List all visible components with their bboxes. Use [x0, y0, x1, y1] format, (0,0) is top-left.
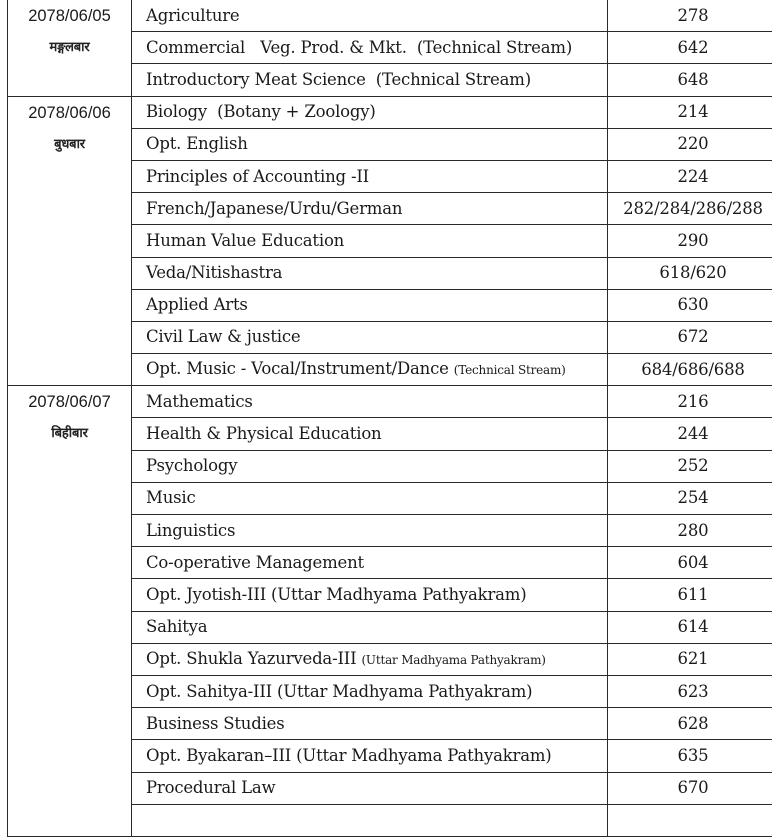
subject-cell [132, 386, 608, 418]
subject-name: Opt. Music - Vocal/Instrument/Dance [146, 359, 454, 378]
code-cell: 635 [608, 740, 772, 772]
subject-cell [132, 515, 608, 547]
subject-cell [132, 708, 608, 740]
subject-cell [132, 450, 608, 482]
subject-name: Opt. English [146, 134, 248, 153]
subject-cell [132, 547, 608, 579]
subject-name: Applied Arts [146, 295, 248, 314]
code-cell: 254 [608, 482, 772, 514]
subject-name: Commercial Veg. Prod. & Mkt. (Technical Stream) [146, 38, 572, 57]
subject-cell [132, 772, 608, 804]
subject-note: (Technical Stream) [454, 363, 566, 377]
subject-name: Biology (Botany + Zoology) [146, 102, 376, 121]
code-cell: 224 [608, 160, 772, 192]
exam-day: बुधबार [8, 122, 131, 153]
exam-date: 2078/06/06 [8, 97, 131, 122]
code-cell: 604 [608, 547, 772, 579]
subject-cell [132, 64, 608, 96]
subject-note: (Uttar Madhyama Pathyakram) [361, 653, 545, 667]
subject-name: Opt. Shukla Yazurveda-III [146, 649, 361, 668]
subject-name: French/Japanese/Urdu/German [146, 199, 402, 218]
subject-cell [132, 611, 608, 643]
subject-name: Linguistics [146, 521, 235, 540]
date-day-cell [8, 0, 132, 96]
subject-name: Sahitya [146, 617, 207, 636]
subject-cell [132, 128, 608, 160]
subject-cell [132, 32, 608, 64]
subject-cell [132, 643, 608, 675]
code-cell: 611 [608, 579, 772, 611]
code-cell: 642 [608, 32, 772, 64]
code-cell: 216 [608, 386, 772, 418]
subject-cell [132, 804, 608, 836]
subject-name: Agriculture [146, 6, 240, 25]
code-cell: 672 [608, 321, 772, 353]
subject-name: Business Studies [146, 714, 285, 733]
code-cell: 618/620 [608, 257, 772, 289]
subject-name: Opt. Jyotish-III (Uttar Madhyama Pathyakram) [146, 585, 526, 604]
subject-name: Civil Law & justice [146, 327, 300, 346]
code-cell: 623 [608, 675, 772, 707]
subject-cell [132, 321, 608, 353]
subject-cell [132, 225, 608, 257]
code-cell: 252 [608, 450, 772, 482]
code-cell: 244 [608, 418, 772, 450]
code-cell: 214 [608, 96, 772, 128]
subject-name: Introductory Meat Science (Technical Stream) [146, 70, 531, 89]
code-cell: 220 [608, 128, 772, 160]
subject-cell [132, 160, 608, 192]
table-row [8, 386, 772, 418]
date-day-cell [8, 96, 132, 386]
subject-cell [132, 418, 608, 450]
code-cell: 614 [608, 611, 772, 643]
subject-cell [132, 354, 608, 386]
code-cell: 630 [608, 289, 772, 321]
exam-schedule-sheet [7, 0, 772, 837]
subject-name: Human Value Education [146, 231, 344, 250]
subject-cell [132, 193, 608, 225]
code-cell: 280 [608, 515, 772, 547]
subject-cell [132, 289, 608, 321]
code-cell: 621 [608, 643, 772, 675]
subject-name: Health & Physical Education [146, 424, 381, 443]
subject-name: Co-operative Management [146, 553, 364, 572]
table-row [8, 0, 772, 32]
subject-name: Veda/Nitishastra [146, 263, 282, 282]
subject-name: Opt. Byakaran–III (Uttar Madhyama Pathyakram) [146, 746, 552, 765]
exam-day: मङ्गलबार [8, 25, 131, 56]
code-cell: 290 [608, 225, 772, 257]
subject-name: Procedural Law [146, 778, 275, 797]
subject-cell [132, 740, 608, 772]
code-cell [608, 804, 772, 836]
subject-name: Mathematics [146, 392, 253, 411]
code-cell: 648 [608, 64, 772, 96]
subject-name: Opt. Sahitya-III (Uttar Madhyama Pathyakram) [146, 682, 532, 701]
code-cell: 628 [608, 708, 772, 740]
subject-name: Music [146, 488, 196, 507]
subject-cell [132, 675, 608, 707]
subject-cell [132, 257, 608, 289]
subject-cell [132, 579, 608, 611]
exam-schedule-table [7, 0, 772, 837]
code-cell: 282/284/286/288 [608, 193, 772, 225]
exam-date: 2078/06/05 [8, 0, 131, 25]
exam-date: 2078/06/07 [8, 386, 131, 411]
subject-cell [132, 0, 608, 32]
subject-name: Principles of Accounting -II [146, 167, 369, 186]
code-cell: 670 [608, 772, 772, 804]
subject-cell [132, 96, 608, 128]
subject-cell [132, 482, 608, 514]
table-row [8, 96, 772, 128]
code-cell: 684/686/688 [608, 354, 772, 386]
subject-name: Psychology [146, 456, 237, 475]
exam-day: बिहीबार [8, 411, 131, 442]
code-cell: 278 [608, 0, 772, 32]
date-day-cell [8, 386, 132, 837]
